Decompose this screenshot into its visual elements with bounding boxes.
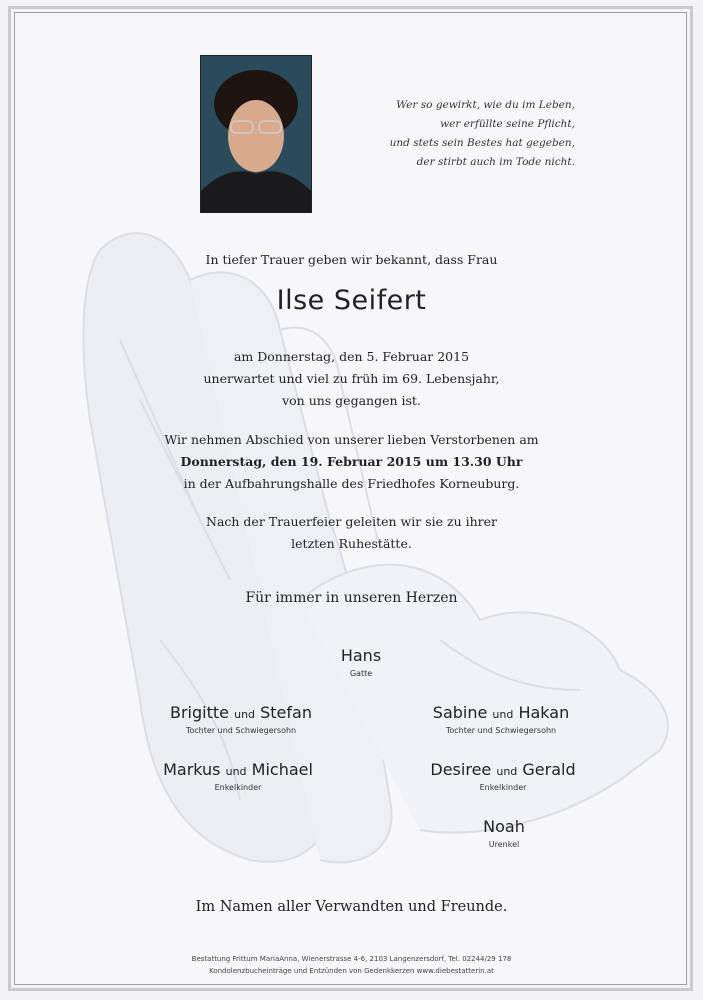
portrait-photo <box>200 55 312 213</box>
intro-text: In tiefer Trauer geben wir bekannt, dass Frau <box>205 252 498 267</box>
und-text: und <box>225 765 247 778</box>
mourner-relation: Urenkel <box>488 840 520 849</box>
mourner-relation: Gatte <box>349 669 373 678</box>
death-paragraph <box>0 346 703 412</box>
portrait-image <box>201 56 311 212</box>
mourner-name: Hans <box>340 646 382 665</box>
mourner-relation: Tochter und Schwiegersohn <box>445 726 557 735</box>
mourner-name: Noah <box>483 817 525 836</box>
mourner-brigitte-stefan <box>121 703 361 735</box>
deceased-name: Ilse Seifert <box>276 285 427 316</box>
mourner-name: Desiree <box>430 760 492 779</box>
farewell-line: Wir nehmen Abschied von unserer lieben Verstorbenen am <box>164 432 539 447</box>
mourner-name: Stefan <box>260 703 312 722</box>
mourner-name: Brigitte <box>170 703 229 722</box>
death-line: am Donnerstag, den 5. Februar 2015 <box>233 349 470 364</box>
death-line: unerwartet und viel zu früh im 69. Lebensjahr, <box>203 371 500 386</box>
quote-line: und stets sein Bestes hat gegeben, <box>389 137 575 149</box>
mourner-relation: Enkelkinder <box>479 783 527 792</box>
burial-line: letzten Ruhestätte. <box>291 536 412 551</box>
mourner-desiree-gerald <box>383 760 623 792</box>
quote-line: wer erfüllte seine Pflicht, <box>440 118 575 130</box>
mourner-noah <box>384 817 624 849</box>
mourner-hans <box>241 646 481 678</box>
funeral-home-footer <box>0 953 703 977</box>
mourner-name: Sabine <box>432 703 488 722</box>
farewell-location: in der Aufbahrungshalle des Friedhofes Korneuburg. <box>183 476 520 491</box>
death-line: von uns gegangen ist. <box>282 393 421 408</box>
closing-text: Im Namen aller Verwandten und Freunde. <box>195 899 508 915</box>
mourner-name: Hakan <box>518 703 570 722</box>
footer-line: Bestattung Frittum MariaAnna, Wienerstrasse 4-6, 2103 Langenzersdorf, Tel. 02244/29 178 <box>191 955 512 963</box>
burial-line: Nach der Trauerfeier geleiten wir sie zu ihrer <box>206 514 497 529</box>
und-text: und <box>234 708 256 721</box>
mourner-markus-michael <box>118 760 358 792</box>
quote-line: der stirbt auch im Tode nicht. <box>416 156 575 168</box>
footer-line: Kondolenzbucheinträge und Entzünden von Gedenkkerzen www.diebestatterin.at <box>209 967 494 975</box>
mourner-relation: Tochter und Schwiegersohn <box>185 726 297 735</box>
und-text: und <box>496 765 518 778</box>
mourner-name: Markus <box>163 760 221 779</box>
burial-paragraph <box>0 511 703 555</box>
forever-text: Für immer in unseren Herzen <box>245 590 458 606</box>
mourner-relation: Enkelkinder <box>214 783 262 792</box>
memorial-quote <box>390 96 575 172</box>
farewell-paragraph <box>0 429 703 495</box>
farewell-date: Donnerstag, den 19. Februar 2015 um 13.30 Uhr <box>180 454 523 469</box>
und-text: und <box>492 708 514 721</box>
mourner-name: Michael <box>251 760 313 779</box>
quote-line: Wer so gewirkt, wie du im Leben, <box>396 99 575 111</box>
mourner-sabine-hakan <box>381 703 621 735</box>
mourner-name: Gerald <box>522 760 576 779</box>
